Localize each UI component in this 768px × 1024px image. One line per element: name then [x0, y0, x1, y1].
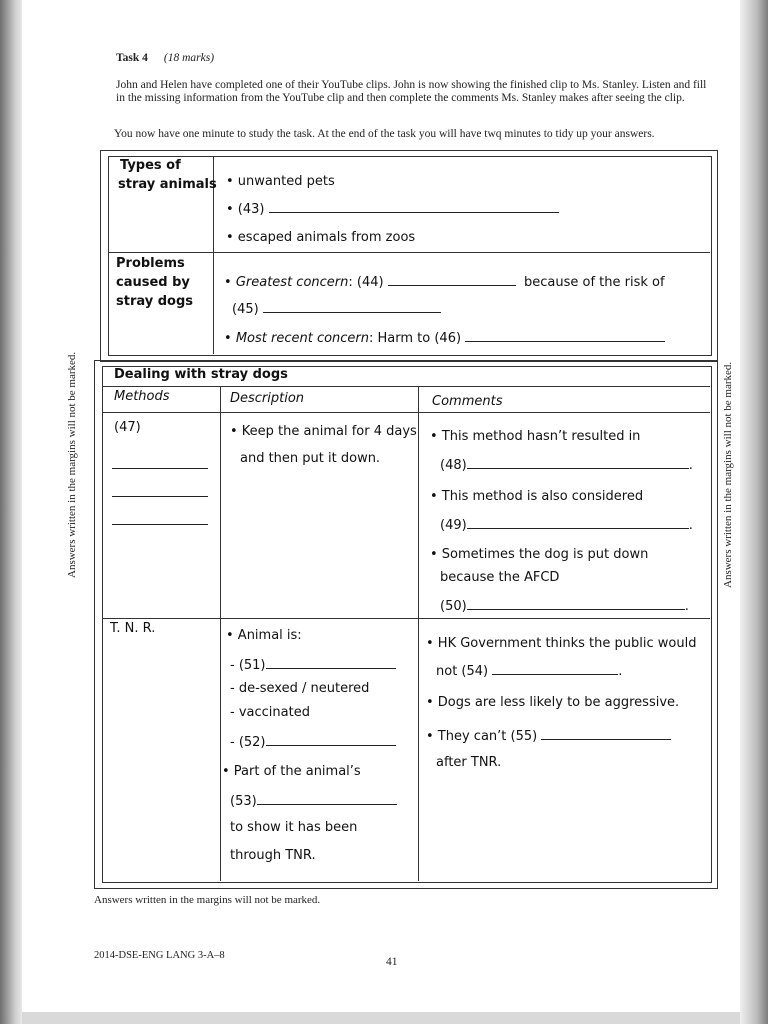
exam-code: 2014-DSE-ENG LANG 3-A–8 — [94, 950, 225, 961]
types-heading-1: Types of — [120, 158, 181, 173]
types-heading-2: stray animals — [118, 177, 217, 192]
answer-50: (50) . — [440, 599, 689, 614]
tnr-comment-3b: after TNR. — [436, 755, 502, 770]
col-description: Description — [230, 391, 305, 406]
tnr-desc-1: • Animal is: — [226, 628, 302, 643]
desc-row1-line1: • Keep the animal for 4 days — [230, 424, 417, 439]
answer-49: (49) . — [440, 518, 693, 533]
answer-50-line[interactable] — [467, 597, 685, 610]
problems-heading-3: stray dogs — [116, 294, 194, 309]
answer-45-line[interactable] — [263, 300, 441, 313]
answer-53-line[interactable] — [257, 792, 397, 805]
tnr-comment-1: • HK Government thinks the public would — [426, 636, 697, 651]
binding-shadow — [0, 0, 22, 1024]
recent-concern-line: • Most recent concern: Harm to (46) — [224, 329, 665, 346]
answer-46-line[interactable] — [465, 329, 665, 342]
answer-47-blank-1[interactable] — [112, 456, 208, 469]
answer-49-line[interactable] — [467, 516, 689, 529]
answer-51-line[interactable] — [266, 656, 396, 669]
page-edge-shadow — [740, 0, 768, 1024]
tnr-desc-8: to show it has been — [230, 820, 358, 835]
dealing-col-divider-1 — [220, 386, 221, 881]
col-methods: Methods — [114, 389, 170, 404]
method-47: (47) — [114, 420, 141, 435]
dealing-title: Dealing with stray dogs — [114, 367, 288, 382]
tnr-desc-3: - de-sexed / neutered — [230, 681, 370, 696]
instructions-paragraph: You now have one minute to study the task. At the end of the task you will have twq minutes to tidy up your answers. — [114, 128, 655, 140]
answer-48: (48) . — [440, 458, 693, 473]
desc-row1-line2: and then put it down. — [240, 451, 381, 466]
answer-47-blank-2[interactable] — [112, 484, 208, 497]
answer-45: (45) — [232, 300, 441, 317]
page-number: 41 — [386, 956, 398, 968]
right-margin-note: Answers written in the margins will not be marked. — [722, 361, 734, 588]
types-item-2: • (43) — [226, 200, 559, 217]
col-comments: Comments — [432, 394, 503, 409]
answer-54-line[interactable] — [492, 662, 618, 675]
answer-52-line[interactable] — [266, 733, 396, 746]
types-item-1: • unwanted pets — [226, 174, 335, 189]
tnr-desc-9: through TNR. — [230, 848, 316, 863]
answer-51: - (51) — [230, 656, 396, 673]
task-marks: (18 marks) — [163, 52, 215, 64]
answer-44-line[interactable] — [388, 273, 516, 286]
dealing-title-divider — [102, 386, 710, 387]
task-label: Task 4 — [116, 52, 148, 64]
answer-48-line[interactable] — [467, 456, 689, 469]
tnr-desc-6: • Part of the animal’s — [222, 764, 361, 779]
tnr-desc-4: - vaccinated — [230, 705, 310, 720]
method-tnr: T. N. R. — [110, 621, 156, 636]
answer-55: • They can’t (55) — [426, 727, 671, 744]
answer-47-line-2 — [112, 484, 208, 501]
answer-43-line[interactable] — [269, 200, 559, 213]
answer-52: - (52) — [230, 733, 396, 750]
intro-paragraph: John and Helen have completed one of their YouTube clips. John is now showing the finished clip to Ms. Stanley. Listen and fill in the missing information from the YouTube clip and then complete the comments Ms. Stanley makes after seeing the clip. — [116, 79, 707, 104]
task-heading — [116, 52, 214, 64]
greatest-concern-line: • Greatest concern: (44) because of the risk of — [224, 275, 665, 290]
types-item-3: • escaped animals from zoos — [226, 230, 416, 245]
comment-49-text: • This method is also considered — [430, 489, 644, 504]
left-margin-note: Answers written in the margins will not be marked. — [66, 351, 78, 578]
dealing-col-divider-2 — [418, 386, 419, 881]
problems-heading-1: Problems — [116, 256, 185, 271]
comment-48-text: • This method hasn’t resulted in — [430, 429, 641, 444]
answer-54: not (54) . — [436, 664, 623, 679]
comment-50-text-1: • Sometimes the dog is put down — [430, 547, 649, 562]
comment-50-text-2: because the AFCD — [440, 570, 560, 585]
dealing-row-divider — [102, 618, 710, 619]
problems-heading-2: caused by — [116, 275, 190, 290]
answer-47-line-1 — [112, 456, 208, 473]
dealing-header-divider — [102, 412, 710, 413]
answer-47-line-3 — [112, 512, 208, 529]
answer-53: (53) — [230, 792, 397, 809]
tnr-comment-2: • Dogs are less likely to be aggressive. — [426, 695, 680, 710]
footer-note: Answers written in the margins will not be marked. — [94, 894, 321, 906]
answer-47-blank-3[interactable] — [112, 512, 208, 525]
answer-55-line[interactable] — [541, 727, 671, 740]
top-table-row-divider — [108, 252, 710, 253]
